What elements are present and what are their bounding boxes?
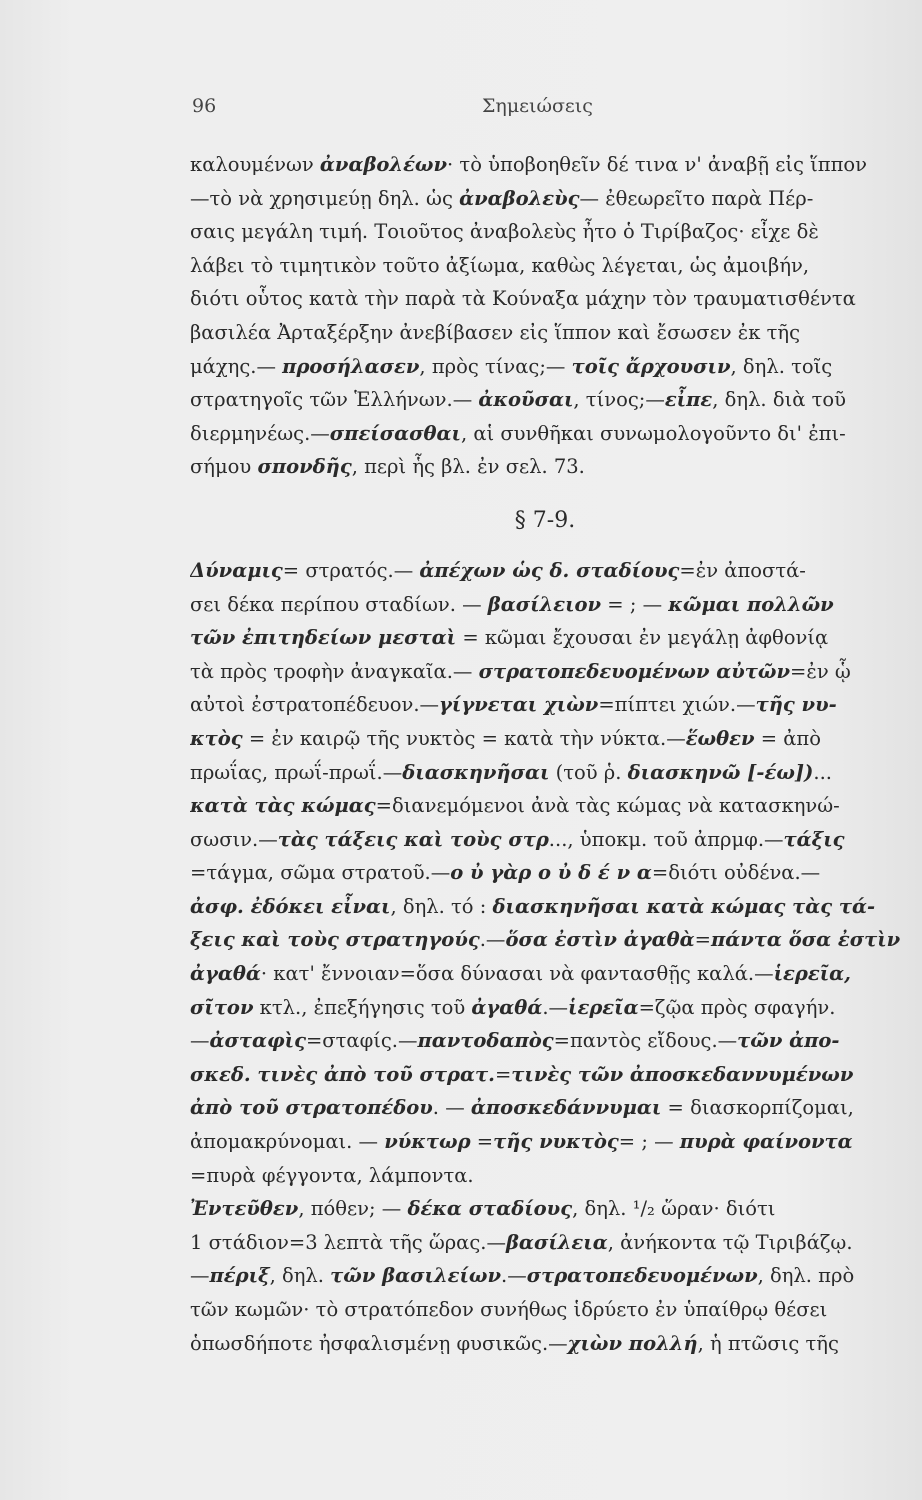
text-line: κατὰ τὰς κώμας=διανεμόμενοι ἀνὰ τὰς κώμας νὰ κατασκηνώ- [190,794,840,818]
text-line: ξεις καὶ τοὺς στρατηγούς.—ὅσα ἐστὶν ἀγαθὰ=πάντα ὅσα ἐστὶν [190,928,900,952]
text-line: 1 στάδιον=3 λεπτὰ τῆς ὥρας.—βασίλεια, ἀνήκοντα τῷ Τιριβάζῳ. [190,1230,853,1254]
body-text [190,148,900,1360]
text-line: αὐτοὶ ἐστρατοπέδευον.—γίγνεται χιὼν=πίπτει χιών.—τῆς νυ- [190,693,837,717]
text-line: στρατηγοῖς τῶν Ἑλλήνων.— ἀκοῦσαι, τίνος;—εἶπε, δηλ. διὰ τοῦ [190,388,846,412]
text-line: τὰ πρὸς τροφὴν ἀναγκαῖα.— στρατοπεδευομένων αὐτῶν=ἐν ᾧ [190,659,851,683]
text-line: πρωΐας, πρωΐ-πρωΐ.—διασκηνῆσαι (τοῦ ῥ. διασκηνῶ [-έω])... [190,760,832,784]
text-line: σωσιν.—τὰς τάξεις καὶ τοὺς στρ..., ὑποκμ. τοῦ ἀπρμφ.—τάξις [190,827,845,851]
text-line: σαις μεγάλη τιμή. Τοιοῦτος ἀναβολεὺς ἦτο ὁ Τιρίβαζος· εἶχε δὲ [190,220,819,244]
text-line: καλουμένων ἀναβολέων· τὸ ὑποβοηθεῖν δέ τινα ν' ἀναβῇ εἰς ἵππον [190,153,867,176]
text-line: =τάγμα, σῶμα στρατοῦ.—ο ὐ γὰρ ο ὐ δ έ ν α=διότι οὐδένα.— [190,861,821,885]
text-line: βασιλέα Ἀρταξέρξην ἀνεβίβασεν εἰς ἵππον καὶ ἔσωσεν ἐκ τῆς [190,320,800,344]
running-title: Σημειώσεις [482,95,593,117]
text-line: —ἀσταφὶς=σταφίς.—παντοδαπὸς=παντὸς εἴδους.—τῶν ἀπο- [190,1029,840,1053]
page-number: 96 [192,95,217,117]
text-line: Δύναμις= στρατός.— ἀπέχων ὡς δ. σταδίους=ἐν ἀποστά- [190,558,806,582]
text-line: τῶν ἐπιτηδείων μεσταὶ = κῶμαι ἔχουσαι ἐν μεγάλῃ ἀφθονίᾳ [190,626,829,650]
text-line: ἀγαθά· κατ' ἔννοιαν=ὅσα δύνασαι νὰ φαντασθῇς καλά.—ἱερεῖα, [190,962,851,986]
section-heading: § 7-9. [514,507,576,533]
text-line: ὁπωσδήποτε ἠσφαλισμένῃ φυσικῶς.—χιὼν πολλή, ἡ πτῶσις τῆς [190,1331,839,1355]
text-line: —τὸ νὰ χρησιμεύῃ δηλ. ὡς ἀναβολεὺς— ἐθεωρεῖτο παρὰ Πέρ- [190,186,814,210]
text-line: τῶν κωμῶν· τὸ στρατόπεδον συνήθως ἱδρύετο ἐν ὑπαίθρῳ θέσει [190,1298,828,1321]
text-line: σήμου σπονδῆς, περὶ ἧς βλ. ἐν σελ. 73. [190,455,585,479]
page-header [192,95,862,125]
text-line: κτὸς = ἐν καιρῷ τῆς νυκτὸς = κατὰ τὴν νύκτα.—ἕωθεν = ἀπὸ [190,726,821,750]
text-line: διερμηνέως.—σπείσασθαι, αἱ συνθῆκαι συνωμολογοῦντο δι' ἐπι- [190,421,846,445]
text-line: λάβει τὸ τιμητικὸν τοῦτο ἀξίωμα, καθὼς λέγεται, ὡς ἀμοιβήν, [190,253,810,277]
text-line: ἀπομακρύνομαι. — νύκτωρ =τῆς νυκτὸς= ; — πυρὰ φαίνοντα [190,1130,853,1154]
text-line: ἀπὸ τοῦ στρατοπέδου. — ἀποσκεδάννυμαι = διασκορπίζομαι, [190,1096,854,1120]
text-line: διότι οὗτος κατὰ τὴν παρὰ τὰ Κούναξα μάχην τὸν τραυματισθέντα [190,287,856,311]
text-line: σει δέκα περίπου σταδίων. — βασίλειον = ; — κῶμαι πολλῶν [190,592,834,616]
paragraph-notes-6 [190,148,900,484]
text-line: μάχης.— προσήλασεν, πρὸς τίνας;— τοῖς ἄρχουσιν, δηλ. τοῖς [190,354,833,378]
text-line: =πυρὰ φέγγοντα, λάμποντα. [190,1163,474,1187]
text-line: —πέριξ, δηλ. τῶν βασιλείων.—στρατοπεδευομένων, δηλ. πρὸ [190,1264,855,1288]
paragraph-notes-7-9 [190,554,900,1360]
text-line: σκεδ. τινὲς ἀπὸ τοῦ στρατ.=τινὲς τῶν ἀποσκεδαννυμένων [190,1062,854,1086]
text-line: ἀσφ. ἐδόκει εἶναι, δηλ. τό : διασκηνῆσαι κατὰ κώμας τὰς τά- [190,894,876,918]
text-line: Ἐντεῦθεν, πόθεν; — δέκα σταδίους, δηλ. ¹/₂ ὥραν· διότι [190,1197,776,1221]
text-line: σῖτον κτλ., ἐπεξήγησις τοῦ ἀγαθά.—ἱερεῖα=ζῷα πρὸς σφαγήν. [190,995,836,1019]
